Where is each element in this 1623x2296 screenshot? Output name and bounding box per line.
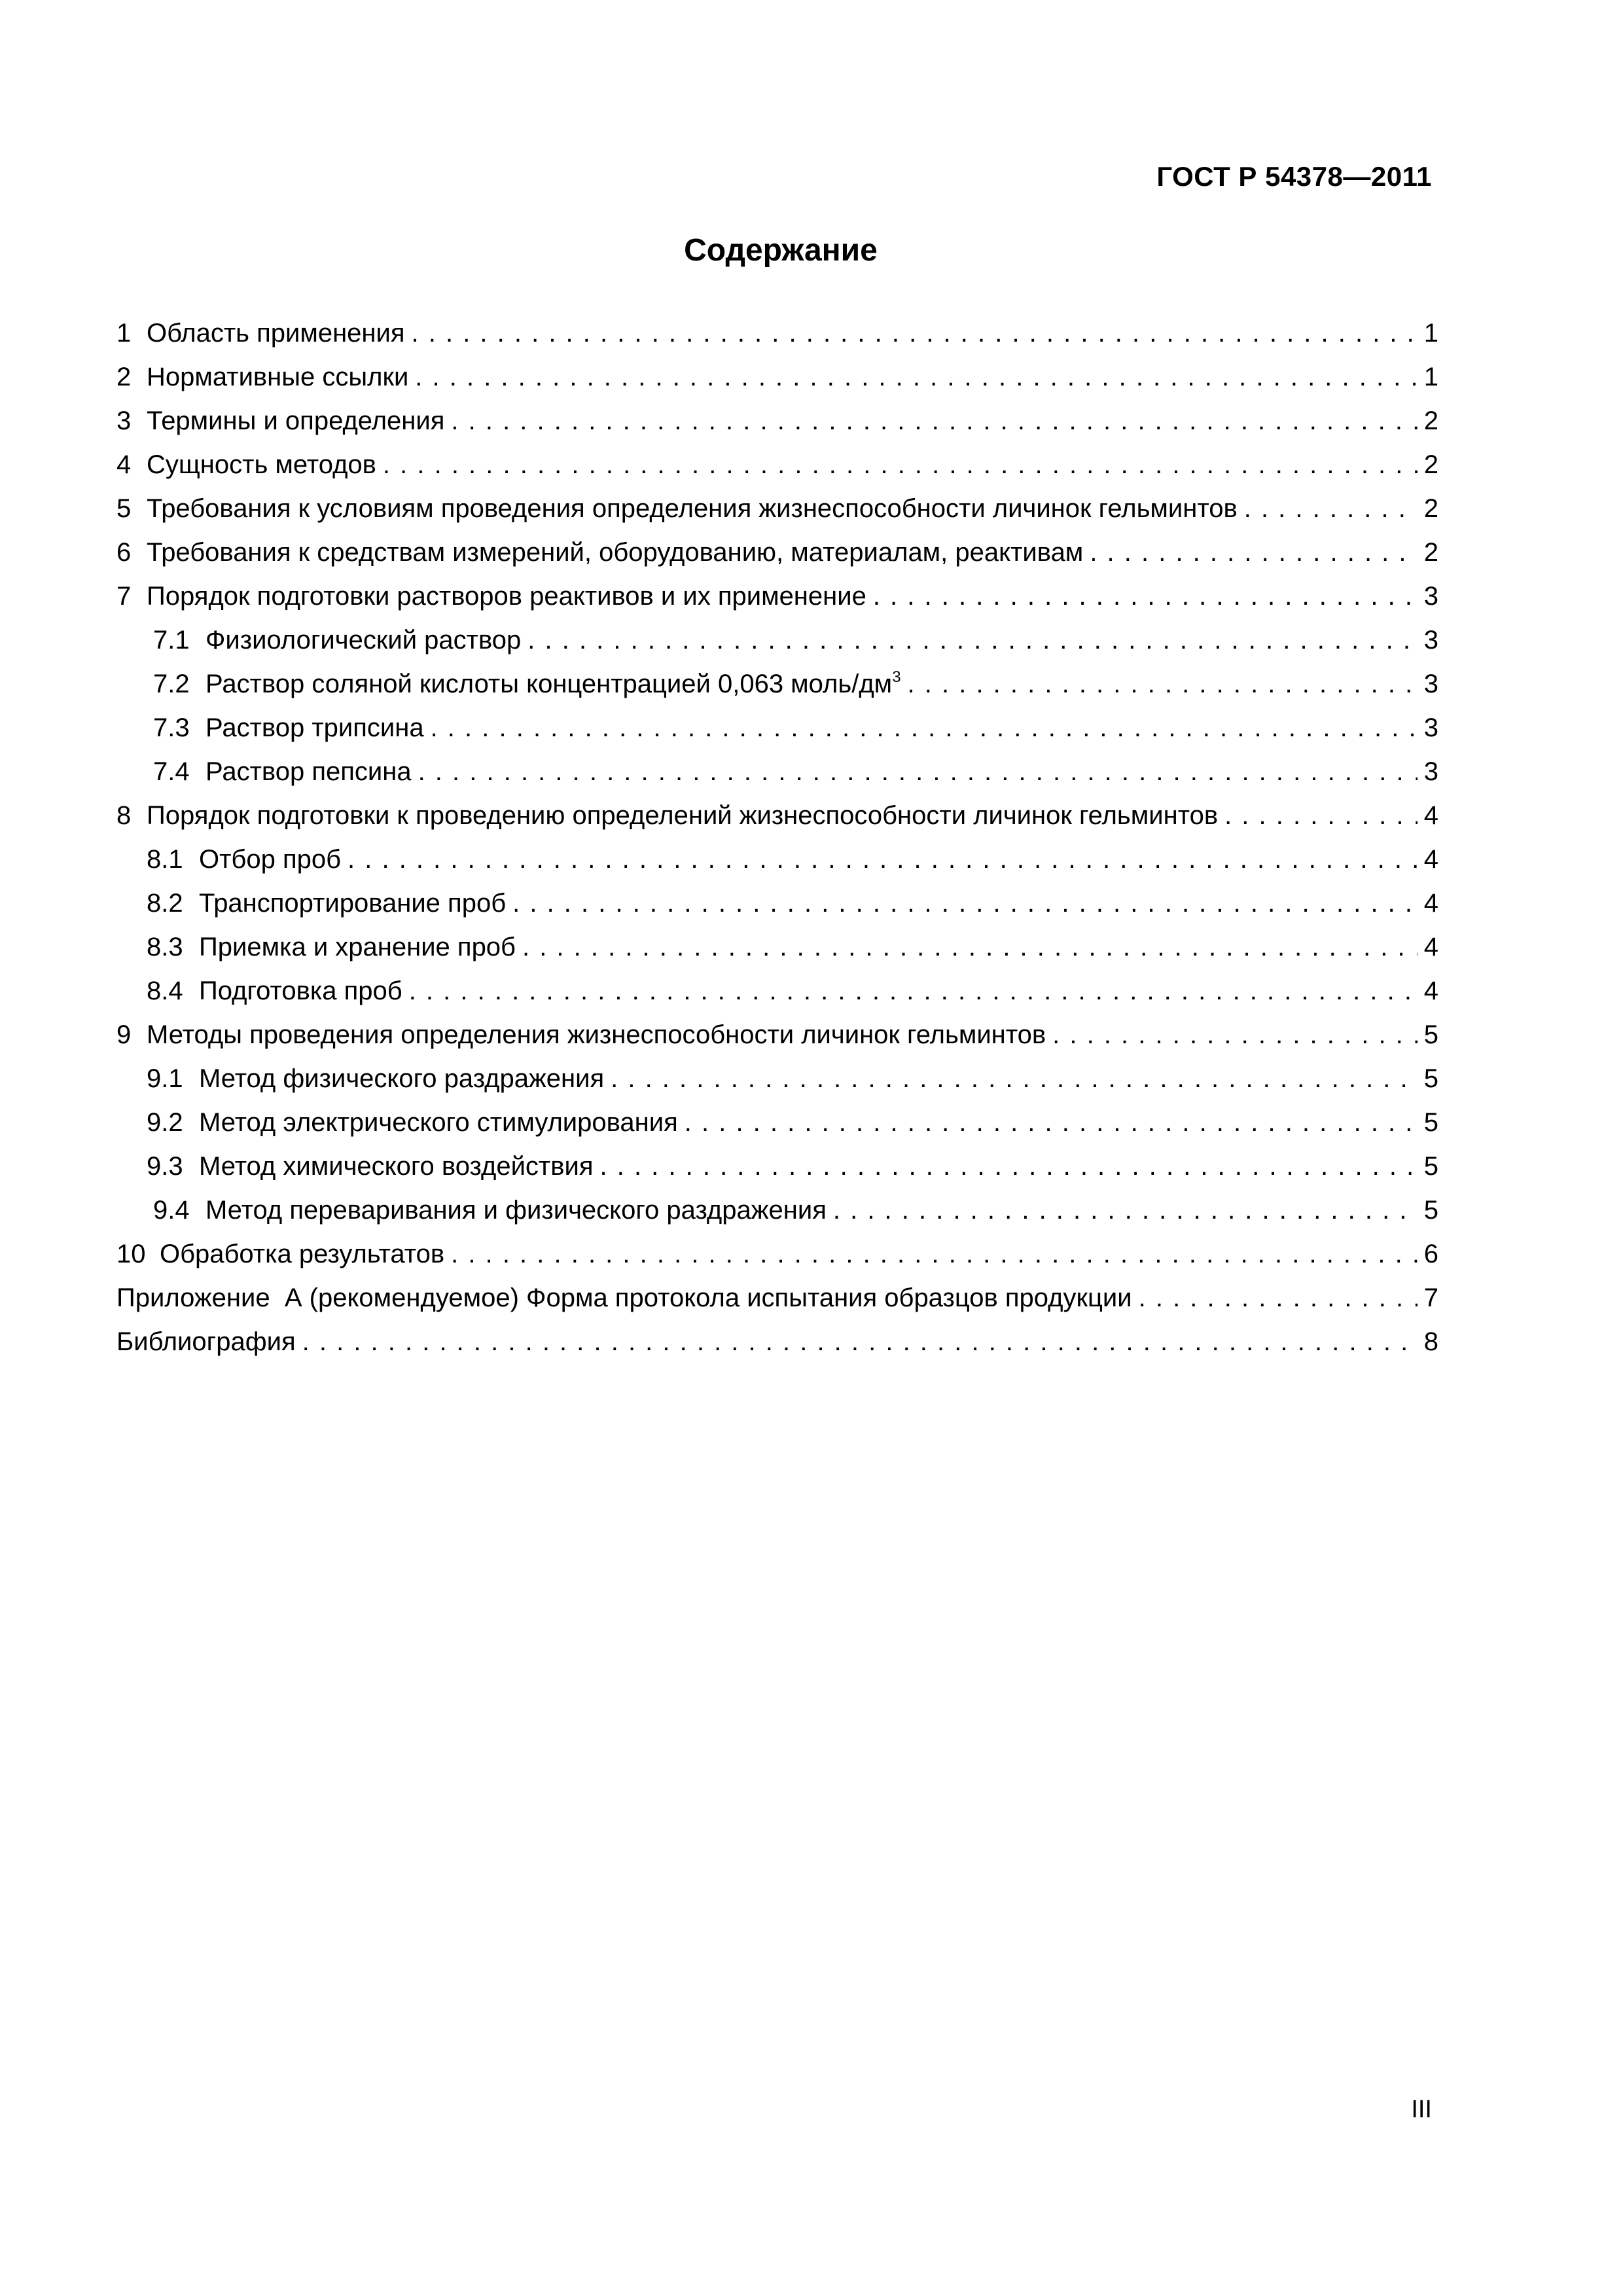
- toc-dot-leader: [1139, 1276, 1418, 1320]
- toc-entry-title: Подготовка проб: [199, 977, 402, 1005]
- toc-entry-bibliography[interactable]: [116, 1320, 1438, 1364]
- toc-entry-2[interactable]: [116, 355, 1438, 399]
- toc-dot-leader: [451, 1232, 1418, 1276]
- toc-entry-number: 8: [116, 801, 132, 830]
- toc-entry-page: 2: [1423, 538, 1438, 567]
- toc-dot-leader: [833, 1189, 1418, 1232]
- toc-entry-title: Отбор проб: [199, 845, 342, 874]
- toc-entry-page: 4: [1423, 845, 1438, 874]
- toc-entry-title: Нормативные ссылки: [147, 363, 409, 391]
- toc-dot-leader: [685, 1101, 1418, 1145]
- toc-entry-7-3[interactable]: [116, 706, 1438, 750]
- toc-entry-title: Транспортирование проб: [199, 889, 507, 918]
- toc-dot-leader: [1224, 794, 1418, 838]
- toc-entry-9-4[interactable]: [116, 1189, 1438, 1232]
- toc-dot-leader: [431, 706, 1418, 750]
- page-number: III: [1411, 2096, 1432, 2123]
- toc-entry-page: 4: [1423, 889, 1438, 918]
- toc-entry-title: Требования к условиям проведения определения жизнеспособности личинок гельминтов: [147, 494, 1238, 523]
- toc-dot-leader: [418, 750, 1418, 794]
- toc-entry-number: 7.3: [153, 713, 190, 742]
- toc-dot-leader: [383, 443, 1418, 487]
- toc-entry-title: Термины и определения: [147, 406, 445, 435]
- toc-entry-1[interactable]: [116, 312, 1438, 355]
- toc-entry-8-4[interactable]: [116, 969, 1438, 1013]
- toc-entry-page: 3: [1423, 670, 1438, 698]
- toc-entry-page: 2: [1423, 406, 1438, 435]
- toc-entry-appendix-a[interactable]: [116, 1276, 1438, 1320]
- toc-entry-number: 9.3: [147, 1152, 183, 1181]
- toc-entry-number: 8.2: [147, 889, 183, 918]
- toc-entry-number: 6: [116, 538, 132, 567]
- toc-entry-9-1[interactable]: [116, 1057, 1438, 1101]
- toc-entry-number: 9.1: [147, 1064, 183, 1093]
- toc-entry-title: Метод переваривания и физического раздражения: [205, 1196, 827, 1225]
- toc-dot-leader: [348, 838, 1418, 882]
- toc-dot-leader: [908, 662, 1418, 706]
- toc-entry-page: 4: [1423, 977, 1438, 1005]
- toc-entry-page: 1: [1423, 363, 1438, 391]
- toc-entry-5[interactable]: [116, 487, 1438, 531]
- toc-entry-3[interactable]: [116, 399, 1438, 443]
- toc-entry-number: 7.2: [153, 670, 190, 698]
- toc-entry-title: Приемка и хранение проб: [199, 933, 516, 961]
- toc-dot-leader: [512, 882, 1418, 925]
- toc-title: Содержание: [684, 233, 878, 268]
- toc-entry-number: 4: [116, 450, 132, 479]
- toc-entry-title: Область применения: [147, 319, 405, 348]
- toc-entry-8-2[interactable]: [116, 882, 1438, 925]
- toc-entry-title: Приложение А (рекомендуемое) Форма протокола испытания образцов продукции: [116, 1283, 1132, 1312]
- toc-entry-page: 8: [1423, 1327, 1438, 1356]
- toc-entry-page: 3: [1423, 582, 1438, 611]
- toc-entry-title: [205, 662, 901, 706]
- toc-dot-leader: [1052, 1013, 1418, 1057]
- toc-entry-8[interactable]: [116, 794, 1438, 838]
- document-code: ГОСТ Р 54378—2011: [1156, 161, 1432, 192]
- toc-entry-page: 5: [1423, 1152, 1438, 1181]
- toc-entry-title: Раствор пепсина: [205, 757, 412, 786]
- toc-entry-page: 4: [1423, 801, 1438, 830]
- toc-entry-number: 7.1: [153, 626, 190, 655]
- toc-entry-number: 2: [116, 363, 132, 391]
- toc-entry-title: Методы проведения определения жизнеспособности личинок гельминтов: [147, 1020, 1046, 1049]
- toc-entry-7-1[interactable]: [116, 619, 1438, 662]
- toc-entry-page: 1: [1423, 319, 1438, 348]
- toc-entry-4[interactable]: [116, 443, 1438, 487]
- toc-entry-9-3[interactable]: [116, 1145, 1438, 1189]
- toc-entry-number: 8.3: [147, 933, 183, 961]
- toc-dot-leader: [1244, 487, 1418, 531]
- toc-dot-leader: [527, 619, 1418, 662]
- toc-dot-leader: [415, 355, 1418, 399]
- toc-dot-leader: [412, 312, 1418, 355]
- toc-entry-7-2[interactable]: [116, 662, 1438, 706]
- toc-entry-title-text: Раствор соляной кислоты концентрацией 0,063 моль/дм: [205, 670, 893, 698]
- toc-entry-title: Требования к средствам измерений, оборудованию, материалам, реактивам: [147, 538, 1084, 567]
- toc-entry-page: 3: [1423, 626, 1438, 655]
- toc-entry-number: 1: [116, 319, 132, 348]
- toc-entry-page: 4: [1423, 933, 1438, 961]
- toc-entry-page: 3: [1423, 757, 1438, 786]
- toc-entry-number: 8.1: [147, 845, 183, 874]
- toc-entry-page: 5: [1423, 1020, 1438, 1049]
- toc-entry-title: Порядок подготовки растворов реактивов и их применение: [147, 582, 866, 611]
- toc-dot-leader: [599, 1145, 1418, 1189]
- toc-entry-number: 9.4: [153, 1196, 190, 1225]
- toc-entry-superscript: 3: [892, 668, 901, 686]
- toc-dot-leader: [873, 575, 1418, 619]
- toc-entry-9-2[interactable]: [116, 1101, 1438, 1145]
- toc-entry-page: 5: [1423, 1064, 1438, 1093]
- toc-entry-title: Метод химического воздействия: [199, 1152, 594, 1181]
- toc-entry-6[interactable]: [116, 531, 1438, 575]
- toc-entry-title: Библиография: [116, 1327, 296, 1356]
- toc-entry-7[interactable]: [116, 575, 1438, 619]
- toc-dot-leader: [1090, 531, 1418, 575]
- toc-entry-page: 7: [1423, 1283, 1438, 1312]
- toc-dot-leader: [522, 925, 1418, 969]
- toc-dot-leader: [611, 1057, 1418, 1101]
- toc-entry-title: Сущность методов: [147, 450, 376, 479]
- toc-entry-number: 5: [116, 494, 132, 523]
- toc-entry-page: 6: [1423, 1240, 1438, 1268]
- toc-entry-title: Метод электрического стимулирования: [199, 1108, 678, 1137]
- toc-entry-page: 3: [1423, 713, 1438, 742]
- toc-entry-page: 5: [1423, 1108, 1438, 1137]
- toc-entry-number: 7.4: [153, 757, 190, 786]
- toc-dot-leader: [451, 399, 1418, 443]
- toc-dot-leader: [302, 1320, 1418, 1364]
- toc-entry-8-3[interactable]: [116, 925, 1438, 969]
- toc-entry-10[interactable]: [116, 1232, 1438, 1276]
- toc-entry-number: 10: [116, 1240, 146, 1268]
- toc-entry-number: 9.2: [147, 1108, 183, 1137]
- toc-entry-number: 7: [116, 582, 132, 611]
- toc-entry-number: 9: [116, 1020, 132, 1049]
- toc-entry-title: Раствор трипсина: [205, 713, 424, 742]
- toc-entry-number: 8.4: [147, 977, 183, 1005]
- toc-entry-number: 3: [116, 406, 132, 435]
- toc-entry-title: Физиологический раствор: [205, 626, 522, 655]
- toc-entry-page: 5: [1423, 1196, 1438, 1225]
- toc-entry-title: Порядок подготовки к проведению определений жизнеспособности личинок гельминтов: [147, 801, 1219, 830]
- toc-dot-leader: [409, 969, 1418, 1013]
- table-of-contents: [116, 312, 1438, 1364]
- toc-entry-9[interactable]: [116, 1013, 1438, 1057]
- toc-entry-7-4[interactable]: [116, 750, 1438, 794]
- toc-entry-title: Обработка результатов: [160, 1240, 445, 1268]
- toc-entry-page: 2: [1423, 450, 1438, 479]
- toc-entry-title: Метод физического раздражения: [199, 1064, 605, 1093]
- toc-entry-8-1[interactable]: [116, 838, 1438, 882]
- toc-entry-page: 2: [1423, 494, 1438, 523]
